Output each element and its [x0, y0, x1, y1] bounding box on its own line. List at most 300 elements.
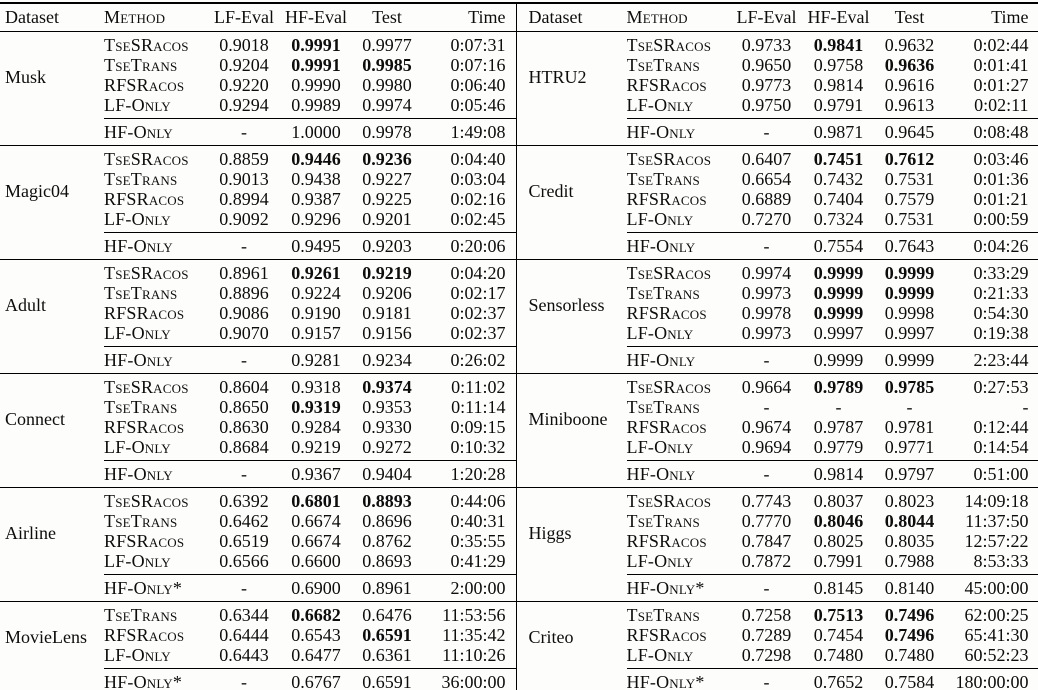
lf-eval-cell: 0.6392	[219, 491, 269, 511]
hf-only-row	[517, 233, 1038, 260]
test-cell: 0.9227	[362, 169, 412, 189]
hf-eval-cell: 0.8025	[813, 531, 864, 551]
time-cell: 0:05:46	[420, 95, 516, 119]
hf-eval-cell: 0.9997	[813, 323, 864, 343]
method-cell: TseSRacos	[626, 35, 712, 55]
method-cell: RFSRacos	[626, 75, 707, 95]
hf-eval-cell: 0.6600	[291, 551, 341, 571]
lf-eval-cell: 0.6344	[219, 605, 269, 625]
method-cell: LF-Only	[104, 645, 171, 665]
column-header-lf: LF-Eval	[210, 3, 278, 32]
method-cell: TseTrans	[626, 283, 700, 303]
method-cell: TseTrans	[104, 283, 178, 303]
lf-eval-cell: 0.9973	[741, 283, 792, 303]
method-cell: TseTrans	[626, 169, 700, 189]
dataset-spacer	[0, 461, 104, 488]
test-cell: 0.9999	[884, 283, 935, 303]
hf-only-row	[0, 575, 516, 602]
dataset-spacer	[517, 119, 627, 146]
lf-eval-cell: 0.9978	[741, 303, 792, 323]
method-cell: TseTrans	[626, 55, 700, 75]
hf-only-row	[517, 575, 1038, 602]
time-cell: 0:07:31	[420, 32, 516, 56]
test-cell: 0.9977	[362, 35, 412, 55]
time-cell: 0:27:53	[973, 377, 1029, 397]
lf-eval-cell: 0.9650	[741, 55, 792, 75]
baseline-time-cell: 180:00:00	[943, 669, 1038, 690]
hf-eval-cell: 0.9999	[813, 283, 864, 303]
baseline-lf-eval-cell: -	[733, 347, 801, 374]
time-cell: 12:57:22	[964, 531, 1029, 551]
time-cell: 0:40:31	[420, 511, 516, 531]
time-cell: 0:04:40	[420, 146, 516, 170]
method-row	[517, 146, 1038, 170]
lf-eval-cell: 0.6654	[741, 169, 792, 189]
test-cell: 0.9219	[362, 263, 412, 283]
test-cell: 0.9374	[362, 377, 412, 397]
hf-eval-cell: 0.9284	[291, 417, 341, 437]
time-cell: 0:10:32	[420, 437, 516, 461]
baseline-hf-eval-cell: 0.6900	[278, 575, 354, 602]
method-cell: TseSRacos	[626, 263, 712, 283]
method-row	[517, 602, 1038, 626]
baseline-time-cell: 0:20:06	[420, 233, 516, 260]
baseline-method-cell: HF-Only*	[627, 669, 733, 690]
lf-eval-cell: 0.7258	[741, 605, 792, 625]
method-cell: TseSRacos	[104, 35, 189, 55]
time-cell: 11:37:50	[965, 511, 1029, 531]
baseline-test-cell: 0.8140	[877, 575, 943, 602]
test-cell: 0.9201	[362, 209, 412, 229]
method-cell: RFSRacos	[626, 625, 707, 645]
lf-eval-cell: 0.7298	[741, 645, 792, 665]
time-cell: 0:02:44	[973, 35, 1029, 55]
baseline-test-cell: 0.9999	[877, 347, 943, 374]
lf-eval-cell: 0.7270	[741, 209, 792, 229]
test-cell: 0.7988	[884, 551, 935, 571]
time-cell: 11:53:56	[420, 602, 516, 626]
test-cell: 0.9998	[884, 303, 935, 323]
method-cell: LF-Only	[626, 551, 694, 571]
baseline-hf-eval-cell: 0.7652	[801, 669, 877, 690]
method-cell: TseSRacos	[104, 377, 189, 397]
dataset-label: Miniboone	[528, 408, 608, 429]
baseline-lf-eval-cell: -	[210, 119, 278, 146]
lf-eval-cell: 0.9664	[741, 377, 792, 397]
baseline-lf-eval-cell: -	[210, 575, 278, 602]
method-cell: LF-Only	[104, 437, 171, 457]
baseline-time-cell: 36:00:00	[420, 669, 516, 690]
hf-eval-cell: 0.9261	[291, 263, 341, 283]
dataset-spacer	[0, 347, 104, 374]
lf-eval-cell: 0.7289	[741, 625, 792, 645]
lf-eval-cell: 0.9070	[219, 323, 269, 343]
baseline-method-cell: HF-Only	[104, 347, 210, 374]
test-cell: 0.9330	[362, 417, 412, 437]
baseline-test-cell: 0.9203	[354, 233, 420, 260]
method-row	[0, 32, 516, 56]
baseline-method-cell: HF-Only	[104, 461, 210, 488]
lf-eval-cell: 0.9204	[219, 55, 269, 75]
test-cell: 0.9781	[884, 417, 935, 437]
baseline-test-cell: 0.9234	[354, 347, 420, 374]
time-cell: 60:52:23	[964, 645, 1029, 665]
dataset-label: Sensorless	[528, 294, 605, 315]
method-cell: LF-Only	[626, 645, 694, 665]
hf-only-row	[0, 669, 516, 690]
hf-eval-cell: 0.9991	[291, 55, 341, 75]
dataset-label: HTRU2	[528, 66, 587, 87]
test-cell: 0.9206	[362, 283, 412, 303]
baseline-time-cell: 1:20:28	[420, 461, 516, 488]
test-cell: 0.9613	[884, 95, 935, 115]
column-header-method: Method	[104, 3, 210, 32]
test-cell: 0.7496	[884, 625, 935, 645]
dataset-spacer	[517, 669, 627, 690]
time-cell: 0:11:14	[420, 397, 516, 417]
baseline-test-cell: 0.9978	[354, 119, 420, 146]
hf-eval-cell: 0.6477	[291, 645, 341, 665]
hf-eval-cell: 0.8037	[813, 491, 864, 511]
method-cell: RFSRacos	[104, 303, 185, 323]
lf-eval-cell: 0.8630	[219, 417, 269, 437]
dataset-spacer	[0, 119, 104, 146]
lf-eval-cell: 0.9674	[741, 417, 792, 437]
time-cell: 0:01:36	[973, 169, 1029, 189]
time-cell: 0:03:04	[420, 169, 516, 189]
column-header-time: Time	[943, 3, 1038, 32]
method-cell: TseSRacos	[104, 263, 189, 283]
method-row	[517, 488, 1038, 512]
method-cell: LF-Only	[104, 95, 171, 115]
hf-only-row	[0, 461, 516, 488]
hf-eval-cell: 0.6543	[291, 625, 341, 645]
dataset-spacer	[0, 233, 104, 260]
method-row	[0, 488, 516, 512]
test-cell: 0.7480	[884, 645, 935, 665]
time-cell: 11:10:26	[420, 645, 516, 669]
test-cell: 0.8044	[884, 511, 935, 531]
test-cell: 0.6361	[362, 645, 412, 665]
baseline-hf-eval-cell: 0.7554	[801, 233, 877, 260]
hf-eval-cell: 0.6674	[291, 511, 341, 531]
dataset-label: Criteo	[528, 626, 574, 647]
baseline-test-cell: 0.8961	[354, 575, 420, 602]
time-cell: 0:02:17	[420, 283, 516, 303]
baseline-method-cell: HF-Only	[104, 119, 210, 146]
test-cell: 0.8693	[362, 551, 412, 571]
method-cell: TseSRacos	[626, 377, 712, 397]
test-cell: -	[906, 397, 913, 417]
dataset-block-airline	[0, 488, 516, 602]
dataset-block-musk	[0, 32, 516, 146]
baseline-method-cell: HF-Only*	[104, 669, 210, 690]
dataset-label: Higgs	[528, 522, 572, 543]
method-cell: RFSRacos	[626, 417, 707, 437]
baseline-test-cell: 0.9404	[354, 461, 420, 488]
baseline-hf-eval-cell: 0.9495	[278, 233, 354, 260]
baseline-method-cell: HF-Only	[627, 461, 733, 488]
baseline-lf-eval-cell: -	[733, 119, 801, 146]
time-cell: 0:54:30	[973, 303, 1029, 323]
test-cell: 0.8762	[362, 531, 412, 551]
dataset-block-adult	[0, 260, 516, 374]
baseline-time-cell: 0:08:48	[943, 119, 1038, 146]
test-cell: 0.7579	[884, 189, 935, 209]
time-cell: 0:14:54	[973, 437, 1029, 457]
time-cell: 0:41:29	[420, 551, 516, 575]
lf-eval-cell: 0.6462	[219, 511, 269, 531]
time-cell: 0:02:11	[974, 95, 1029, 115]
method-cell: TseTrans	[104, 169, 178, 189]
dataset-block-connect	[0, 374, 516, 488]
time-cell: 0:02:45	[420, 209, 516, 233]
dataset-label: Magic04	[5, 180, 69, 201]
test-cell: 0.9225	[362, 189, 412, 209]
test-cell: 0.7496	[884, 605, 935, 625]
hf-eval-cell: 0.7480	[813, 645, 864, 665]
hf-eval-cell: 0.9758	[813, 55, 864, 75]
hf-eval-cell: 0.9791	[813, 95, 864, 115]
method-cell: TseTrans	[104, 397, 178, 417]
lf-eval-cell: 0.8896	[219, 283, 269, 303]
dataset-spacer	[517, 461, 627, 488]
column-header-method: Method	[627, 3, 733, 32]
test-cell: 0.9636	[884, 55, 935, 75]
time-cell: 11:35:42	[420, 625, 516, 645]
baseline-method-cell: HF-Only	[627, 119, 733, 146]
header-row	[517, 3, 1038, 32]
lf-eval-cell: 0.7743	[741, 491, 792, 511]
baseline-hf-eval-cell: 0.9871	[801, 119, 877, 146]
hf-only-row	[0, 119, 516, 146]
method-row	[0, 260, 516, 284]
baseline-method-cell: HF-Only*	[627, 575, 733, 602]
hf-eval-cell: 0.9841	[813, 35, 864, 55]
baseline-time-cell: 45:00:00	[943, 575, 1038, 602]
baseline-hf-eval-cell: 0.9281	[278, 347, 354, 374]
dataset-block-criteo	[517, 602, 1038, 690]
baseline-hf-eval-cell: 0.9367	[278, 461, 354, 488]
method-row	[517, 374, 1038, 398]
baseline-hf-eval-cell: 0.9999	[801, 347, 877, 374]
test-cell: 0.7531	[884, 209, 935, 229]
column-header-hf: HF-Eval	[278, 3, 354, 32]
lf-eval-cell: 0.9086	[219, 303, 269, 323]
hf-only-row	[0, 233, 516, 260]
column-header-time: Time	[420, 3, 516, 32]
test-cell: 0.9985	[362, 55, 412, 75]
baseline-method-cell: HF-Only	[627, 347, 733, 374]
column-header-hf: HF-Eval	[801, 3, 877, 32]
baseline-time-cell: 2:00:00	[420, 575, 516, 602]
time-cell: 0:01:41	[973, 55, 1029, 75]
hf-only-row	[517, 669, 1038, 690]
hf-only-row	[517, 347, 1038, 374]
test-cell: 0.8035	[884, 531, 935, 551]
lf-eval-cell: 0.9973	[741, 323, 792, 343]
baseline-hf-eval-cell: 0.9814	[801, 461, 877, 488]
baseline-test-cell: 0.6591	[354, 669, 420, 690]
hf-eval-cell: -	[835, 397, 842, 417]
method-cell: RFSRacos	[104, 625, 185, 645]
method-cell: LF-Only	[104, 551, 171, 571]
test-cell: 0.6591	[362, 625, 412, 645]
column-header-dataset: Dataset	[0, 3, 104, 32]
lf-eval-cell: 0.8604	[219, 377, 269, 397]
lf-eval-cell: 0.8859	[219, 149, 269, 169]
test-cell: 0.8696	[362, 511, 412, 531]
dataset-spacer	[517, 233, 627, 260]
method-cell: RFSRacos	[626, 303, 707, 323]
dataset-block-sensorless	[517, 260, 1038, 374]
method-cell: TseTrans	[104, 55, 178, 75]
lf-eval-cell: 0.6443	[219, 645, 269, 665]
method-cell: LF-Only	[626, 437, 694, 457]
hf-eval-cell: 0.7991	[813, 551, 864, 571]
hf-eval-cell: 0.9224	[291, 283, 341, 303]
lf-eval-cell: 0.9733	[741, 35, 792, 55]
test-cell: 0.9980	[362, 75, 412, 95]
column-header-dataset: Dataset	[517, 3, 627, 32]
time-cell: 62:00:25	[964, 605, 1029, 625]
baseline-hf-eval-cell: 0.8145	[801, 575, 877, 602]
hf-eval-cell: 0.9990	[291, 75, 341, 95]
baseline-test-cell: 0.7584	[877, 669, 943, 690]
time-cell: 0:01:21	[973, 189, 1029, 209]
test-cell: 0.6476	[362, 605, 412, 625]
hf-eval-cell: 0.9387	[291, 189, 341, 209]
test-cell: 0.9999	[884, 263, 935, 283]
method-row	[0, 602, 516, 626]
hf-eval-cell: 0.9991	[291, 35, 341, 55]
hf-eval-cell: 0.8046	[813, 511, 864, 531]
dataset-label: Adult	[5, 294, 47, 315]
dataset-label: Musk	[5, 66, 47, 87]
test-cell: 0.8023	[884, 491, 935, 511]
hf-eval-cell: 0.9318	[291, 377, 341, 397]
test-cell: 0.9616	[884, 75, 935, 95]
time-cell: 0:02:16	[420, 189, 516, 209]
hf-eval-cell: 0.6801	[291, 491, 341, 511]
time-cell: 0:07:16	[420, 55, 516, 75]
header-row	[0, 3, 516, 32]
lf-eval-cell: 0.9294	[219, 95, 269, 115]
method-cell: LF-Only	[626, 95, 694, 115]
lf-eval-cell: 0.7872	[741, 551, 792, 571]
hf-eval-cell: 0.9814	[813, 75, 864, 95]
hf-eval-cell: 0.9999	[813, 263, 864, 283]
lf-eval-cell: 0.6889	[741, 189, 792, 209]
baseline-hf-eval-cell: 1.0000	[278, 119, 354, 146]
lf-eval-cell: 0.8650	[219, 397, 269, 417]
hf-eval-cell: 0.9999	[813, 303, 864, 323]
time-cell: 0:02:37	[420, 323, 516, 347]
hf-eval-cell: 0.9219	[291, 437, 341, 457]
time-cell: 65:41:30	[964, 625, 1029, 645]
column-header-test: Test	[354, 3, 420, 32]
hf-eval-cell: 0.9787	[813, 417, 864, 437]
time-cell: 0:21:33	[973, 283, 1029, 303]
lf-eval-cell: 0.9220	[219, 75, 269, 95]
method-row	[517, 260, 1038, 284]
baseline-lf-eval-cell: -	[210, 669, 278, 690]
baseline-lf-eval-cell: -	[210, 233, 278, 260]
method-cell: LF-Only	[626, 323, 694, 343]
method-cell: RFSRacos	[626, 189, 707, 209]
baseline-time-cell: 1:49:08	[420, 119, 516, 146]
method-cell: TseTrans	[626, 397, 700, 417]
lf-eval-cell: 0.9750	[741, 95, 792, 115]
lf-eval-cell: 0.8961	[219, 263, 269, 283]
baseline-time-cell: 0:26:02	[420, 347, 516, 374]
hf-eval-cell: 0.9157	[291, 323, 341, 343]
hf-eval-cell: 0.9446	[291, 149, 341, 169]
test-cell: 0.9785	[884, 377, 935, 397]
time-cell: 0:33:29	[973, 263, 1029, 283]
dataset-block-htru2	[517, 32, 1038, 146]
hf-eval-cell: 0.9789	[813, 377, 864, 397]
test-cell: 0.9997	[884, 323, 935, 343]
method-cell: TseTrans	[626, 605, 700, 625]
hf-eval-cell: 0.9779	[813, 437, 864, 457]
time-cell: 0:11:02	[420, 374, 516, 398]
baseline-time-cell: 0:04:26	[943, 233, 1038, 260]
lf-eval-cell: 0.8684	[219, 437, 269, 457]
method-cell: RFSRacos	[104, 189, 185, 209]
time-cell: 0:01:27	[973, 75, 1029, 95]
method-cell: RFSRacos	[104, 75, 185, 95]
method-cell: LF-Only	[626, 209, 694, 229]
method-cell: LF-Only	[104, 209, 171, 229]
dataset-label: Credit	[528, 180, 574, 201]
hf-eval-cell: 0.9296	[291, 209, 341, 229]
lf-eval-cell: 0.9013	[219, 169, 269, 189]
lf-eval-cell: 0.6407	[741, 149, 792, 169]
lf-eval-cell: 0.7847	[741, 531, 792, 551]
hf-eval-cell: 0.7513	[813, 605, 864, 625]
dataset-block-credit	[517, 146, 1038, 260]
lf-eval-cell: 0.8994	[219, 189, 269, 209]
test-cell: 0.9632	[884, 35, 935, 55]
dataset-spacer	[517, 575, 627, 602]
method-cell: TseTrans	[626, 511, 700, 531]
lf-eval-cell: -	[763, 397, 770, 417]
test-cell: 0.7612	[884, 149, 935, 169]
time-cell: 0:44:06	[420, 488, 516, 512]
baseline-lf-eval-cell: -	[733, 669, 801, 690]
baseline-test-cell: 0.9645	[877, 119, 943, 146]
hf-eval-cell: 0.7451	[813, 149, 864, 169]
method-cell: TseSRacos	[104, 149, 189, 169]
baseline-lf-eval-cell: -	[733, 575, 801, 602]
column-header-test: Test	[877, 3, 943, 32]
results-table	[0, 2, 1038, 690]
baseline-lf-eval-cell: -	[733, 461, 801, 488]
method-cell: LF-Only	[104, 323, 171, 343]
results-table-left	[0, 2, 517, 690]
dataset-label: Connect	[5, 408, 65, 429]
method-cell: RFSRacos	[626, 531, 707, 551]
test-cell: 0.9353	[362, 397, 412, 417]
baseline-test-cell: 0.7643	[877, 233, 943, 260]
baseline-method-cell: HF-Only*	[104, 575, 210, 602]
test-cell: 0.9272	[362, 437, 412, 457]
dataset-label: Airline	[5, 522, 56, 543]
time-cell: 0:35:55	[420, 531, 516, 551]
method-row	[0, 146, 516, 170]
lf-eval-cell: 0.6519	[219, 531, 269, 551]
